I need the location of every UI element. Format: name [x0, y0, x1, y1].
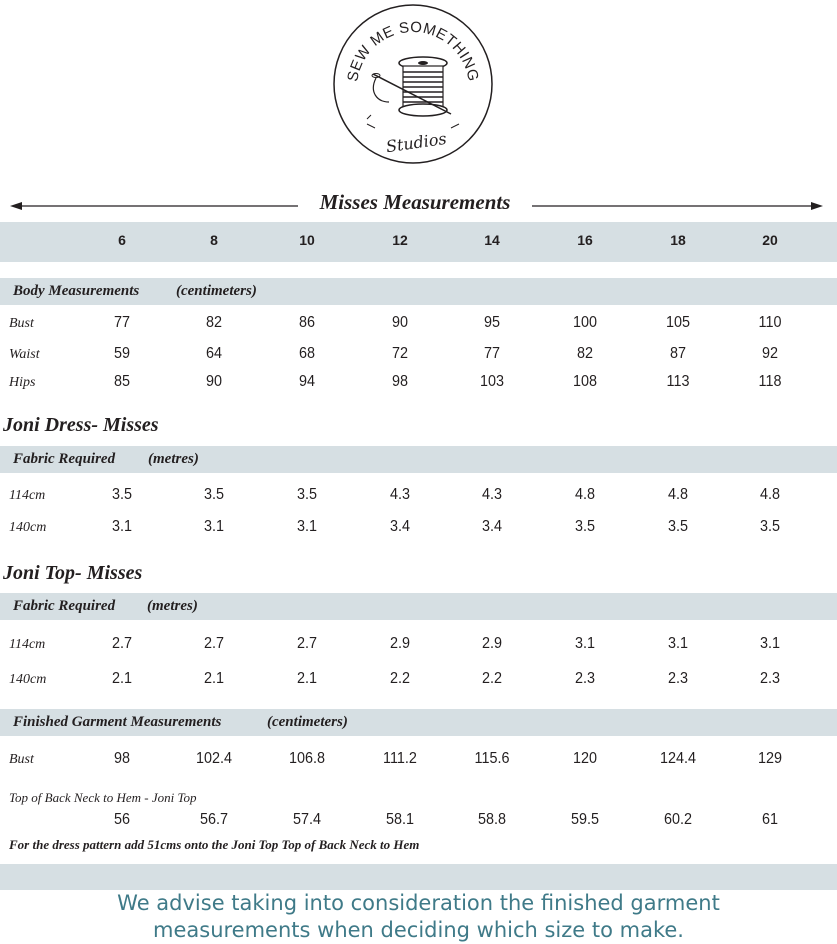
size-column-header: 10	[299, 232, 315, 248]
table-cell: 58.8	[477, 811, 507, 828]
top-section-title: Joni Top- Misses	[3, 562, 143, 584]
table-cell: 2.3	[759, 670, 781, 687]
table-cell: 2.3	[667, 670, 689, 687]
table-cell: 100	[572, 314, 598, 331]
table-cell: 3.1	[759, 635, 781, 652]
logo-script-text: Studios	[384, 128, 448, 157]
body-measurements-label: Body Measurements	[13, 283, 140, 299]
table-cell: 82	[205, 314, 223, 331]
table-cell: 3.5	[574, 518, 596, 535]
table-cell: 3.5	[667, 518, 689, 535]
table-cell: 3.5	[203, 486, 225, 503]
dress-note: For the dress pattern add 51cms onto the Joni Top Top of Back Neck to Hem	[9, 837, 420, 852]
table-cell: 113	[666, 373, 690, 390]
table-cell: 2.1	[203, 670, 225, 687]
table-cell: 56	[113, 811, 131, 828]
logo-arc-text: SEW ME SOMETHING	[344, 18, 482, 83]
table-cell: 59.5	[570, 811, 600, 828]
table-cell: 2.1	[296, 670, 318, 687]
size-column-header: 12	[392, 232, 408, 248]
table-cell: 3.1	[296, 518, 318, 535]
table-cell: 2.7	[296, 635, 318, 652]
finished-measurements-label: Finished Garment Measurements	[13, 714, 222, 730]
table-cell: 90	[391, 314, 409, 331]
table-cell: 2.7	[111, 635, 133, 652]
table-cell: 110	[758, 314, 782, 331]
table-cell: 61	[761, 811, 779, 828]
size-column-header: 20	[762, 232, 778, 248]
row-label: 114cm	[9, 488, 46, 503]
size-column-header: 16	[577, 232, 593, 248]
size-column-header: 8	[210, 232, 218, 248]
row-label: Bust	[9, 316, 34, 331]
table-cell: 3.1	[203, 518, 225, 535]
table-cell: 4.8	[667, 486, 689, 503]
top-fabric-band	[0, 593, 837, 620]
table-cell: 4.3	[389, 486, 411, 503]
row-label: 140cm	[9, 520, 47, 535]
table-cell: 3.5	[296, 486, 318, 503]
dress-fabric-band	[0, 446, 837, 473]
footer-band	[0, 864, 837, 890]
table-cell: 57.4	[292, 811, 322, 828]
table-cell: 2.7	[203, 635, 225, 652]
advice-line-1: We advise taking into consideration the finished garment	[117, 891, 720, 915]
table-cell: 2.2	[481, 670, 503, 687]
table-cell: 4.8	[574, 486, 596, 503]
table-cell: 82	[576, 345, 594, 362]
table-cell: 118	[758, 373, 782, 390]
size-column-header: 18	[670, 232, 686, 248]
table-cell: 85	[113, 373, 131, 390]
table-cell: 77	[483, 345, 501, 362]
table-cell: 87	[669, 345, 687, 362]
table-cell: 102.4	[195, 750, 233, 767]
table-cell: 56.7	[199, 811, 229, 828]
table-cell: 2.3	[574, 670, 596, 687]
finished-measurements-unit: (centimeters)	[267, 714, 348, 730]
table-cell: 92	[761, 345, 779, 362]
table-cell: 124.4	[659, 750, 697, 767]
table-cell: 105	[665, 314, 691, 331]
table-cell: 120	[572, 750, 598, 767]
table-cell: 115.6	[474, 750, 510, 767]
table-cell: 3.5	[759, 518, 781, 535]
row-label: 140cm	[9, 672, 47, 687]
table-cell: 77	[113, 314, 131, 331]
table-cell: 94	[298, 373, 316, 390]
table-cell: 3.1	[111, 518, 133, 535]
table-cell: 2.9	[389, 635, 411, 652]
dress-section-title: Joni Dress- Misses	[3, 414, 159, 436]
top-fabric-label: Fabric Required	[13, 598, 116, 614]
size-column-header: 6	[118, 232, 126, 248]
table-cell: 3.5	[111, 486, 133, 503]
dress-fabric-unit: (metres)	[148, 451, 199, 467]
table-cell: 72	[391, 345, 409, 362]
row-label: 114cm	[9, 637, 46, 652]
table-cell: 60.2	[663, 811, 693, 828]
table-cell: 4.3	[481, 486, 503, 503]
table-cell: 103	[479, 373, 505, 390]
table-cell: 4.8	[759, 486, 781, 503]
table-cell: 59	[113, 345, 131, 362]
table-cell: 3.4	[481, 518, 503, 535]
table-cell: 64	[205, 345, 223, 362]
table-cell: 98	[391, 373, 409, 390]
row-label: Hips	[9, 375, 36, 390]
logo	[331, 2, 495, 166]
table-cell: 3.4	[389, 518, 411, 535]
table-cell: 58.1	[385, 811, 415, 828]
logo-badge	[331, 2, 495, 166]
dress-fabric-label: Fabric Required	[13, 451, 116, 467]
table-cell: 86	[298, 314, 316, 331]
row-label: Waist	[9, 347, 40, 362]
table-cell: 3.1	[667, 635, 689, 652]
page-title: Misses Measurements	[319, 190, 511, 214]
thread-spool-icon	[372, 57, 451, 116]
table-cell: 108	[572, 373, 598, 390]
top-fabric-unit: (metres)	[147, 598, 198, 614]
back-neck-label: Top of Back Neck to Hem - Joni Top	[9, 790, 197, 805]
table-cell: 90	[205, 373, 223, 390]
table-cell: 2.9	[481, 635, 503, 652]
table-cell: 95	[483, 314, 501, 331]
table-cell: 2.2	[389, 670, 411, 687]
row-label: Bust	[9, 752, 34, 767]
table-cell: 98	[113, 750, 131, 767]
table-cell: 129	[757, 750, 783, 767]
body-measurements-unit: (centimeters)	[176, 283, 257, 299]
table-cell: 68	[298, 345, 316, 362]
table-cell: 2.1	[111, 670, 133, 687]
size-column-header: 14	[484, 232, 500, 248]
table-cell: 3.1	[574, 635, 596, 652]
table-cell: 106.8	[288, 750, 326, 767]
table-cell: 111.2	[383, 750, 417, 767]
advice-line-2: measurements when deciding which size to make.	[153, 918, 684, 942]
